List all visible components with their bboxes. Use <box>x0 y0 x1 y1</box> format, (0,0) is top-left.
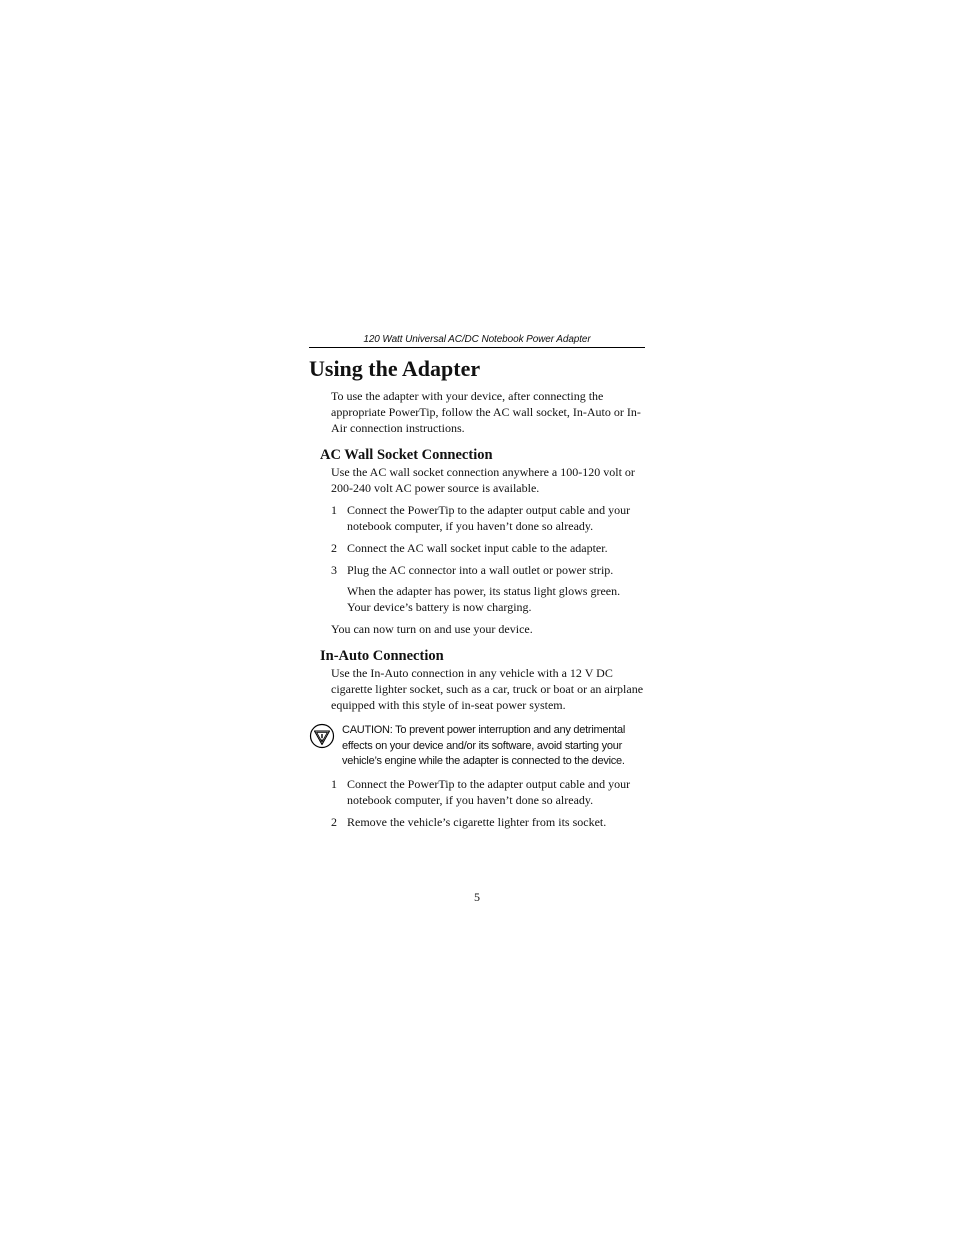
step-text: Connect the AC wall socket input cable to the adapter. <box>347 541 608 555</box>
list-item <box>331 540 645 556</box>
intro-paragraph: To use the adapter with your device, after connecting the appropriate PowerTip, follow the AC wall socket, In-Auto or In-Air connection instructions. <box>331 389 641 435</box>
steps-list <box>331 502 645 578</box>
section-intro: Use the In-Auto connection in any vehicle with a 12 V DC cigarette lighter socket, such as a car, truck or boat or an airplane equipped with this style of in-seat power system. <box>331 666 644 712</box>
section-closing: You can now turn on and use your device. <box>331 622 533 636</box>
step-text: Connect the PowerTip to the adapter output cable and your notebook computer, if you haven’t done so already. <box>347 503 631 533</box>
step-text: Plug the AC connector into a wall outlet or power strip. <box>347 563 614 577</box>
list-item <box>331 562 645 578</box>
section-heading: AC Wall Socket Connection <box>320 447 493 463</box>
running-header: 120 Watt Universal AC/DC Notebook Power Adapter <box>309 334 645 348</box>
step-number: 3 <box>331 563 337 577</box>
caution-text: CAUTION: To prevent power interruption and any detrimental effects on your device and/or its software, avoid starting your vehicle’s engine while the adapter is connected to the device. <box>342 724 626 767</box>
page-title: Using the Adapter <box>309 356 481 381</box>
step-text: Connect the PowerTip to the adapter output cable and your notebook computer, if you haven’t done so already. <box>347 776 631 807</box>
section-in-auto <box>309 647 645 830</box>
steps-list <box>331 776 645 830</box>
section-ac-wall-socket <box>309 446 645 637</box>
list-item <box>331 814 645 830</box>
step-number: 1 <box>331 503 337 517</box>
page-number: 5 <box>474 890 480 904</box>
step-text: Remove the vehicle’s cigarette lighter from its socket. <box>347 814 607 829</box>
step-number: 2 <box>331 541 337 555</box>
list-item <box>331 502 645 534</box>
section-intro: Use the AC wall socket connection anywhere a 100-120 volt or 200-240 volt AC power source is available. <box>331 465 635 495</box>
caution-icon <box>309 723 335 749</box>
caution-box <box>309 723 645 770</box>
step-number: 2 <box>331 814 337 829</box>
list-item <box>331 776 645 808</box>
section-heading: In-Auto Connection <box>320 648 444 664</box>
step-number: 1 <box>331 776 337 791</box>
step-note: When the adapter has power, its status light glows green. Your device’s battery is now charging. <box>347 584 621 614</box>
document-page <box>309 330 645 830</box>
